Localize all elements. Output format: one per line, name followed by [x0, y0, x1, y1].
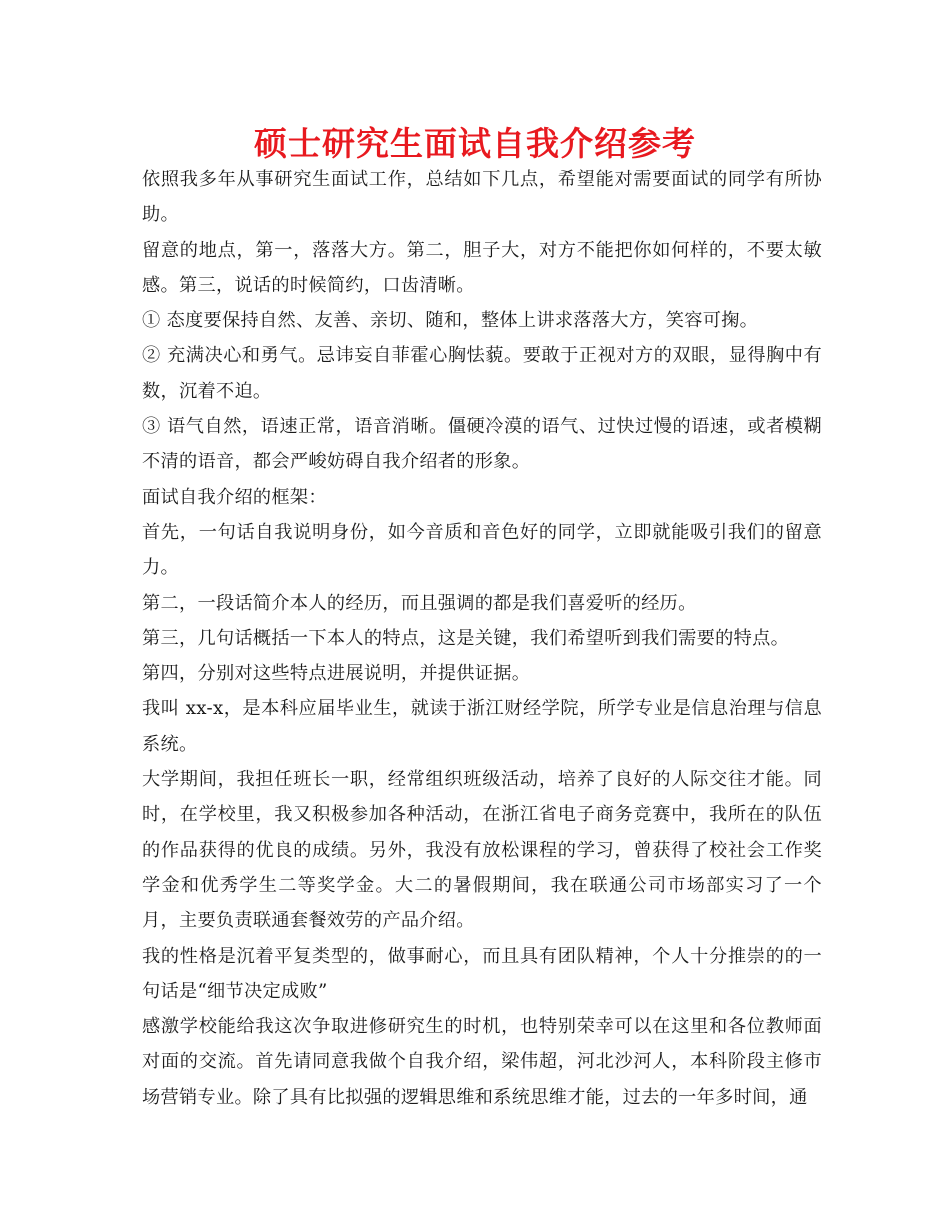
document-body: [142, 162, 822, 1115]
paragraph: 我的性格是沉着平复类型的，做事耐心，而且具有团队精神，个人十分推崇的的一句话是“细节决定成败”: [142, 945, 822, 1002]
paragraph: 第三，几句话概括一下本人的特点，这是关键，我们希望听到我们需要的特点。: [142, 627, 790, 649]
paragraph: 大学期间，我担任班长一职，经常组织班级活动，培养了良好的人际交往才能。同时，在学校里，我又积极参加各种活动，在浙江省电子商务竞赛中，我所在的队伍的作品获得的优良的成绩。另外，我没有放松课程的学习，曾获得了校社会工作奖学金和优秀学生二等奖学金。大二的暑假期间，我在联通公司市场部实习了一个月，主要负责联通套餐效劳的产品介绍。: [142, 769, 822, 932]
document-title: 硕士研究生面试自我介绍参考: [254, 124, 696, 163]
paragraph: 感激学校能给我这次争取进修研究生的时机，也特别荣幸可以在这里和各位教师面对面的交流。首先请同意我做个自我介绍，梁伟超，河北沙河人，本科阶段主修市场营销专业。除了具有比拟强的逻辑思维和系统思维才能，过去的一年多时间，通: [142, 1016, 822, 1108]
paragraph: 留意的地点，第一，落落大方。第二，胆子大，对方不能把你如何样的，不要太敏感。第三，说话的时候简约，口齿清晰。: [142, 239, 822, 296]
paragraph: ② 充满决心和勇气。忌讳妄自菲霍心胸怯藐。要敢于正视对方的双眼，显得胸中有数，沉着不迫。: [142, 345, 822, 402]
paragraph: 面试自我介绍的框架：: [142, 486, 327, 508]
paragraph: 首先，一句话自我说明身份，如今音质和音色好的同学，立即就能吸引我们的留意力。: [142, 521, 822, 579]
paragraph: ① 态度要保持自然、友善、亲切、随和，整体上讲求落落大方，笑容可掬。: [142, 310, 759, 332]
paragraph: 依照我多年从事研究生面试工作，总结如下几点，希望能对需要面试的同学有所协助。: [142, 169, 822, 226]
paragraph: ③ 语气自然，语速正常，语音消晰。僵硬冷漠的语气、过快过慢的语速，或者模糊不清的语音，都会严峻妨碍自我介绍者的形象。: [142, 416, 822, 473]
paragraph: 第四，分别对这些特点进展说明，并提供证据。: [142, 663, 531, 685]
paragraph: 第二，一段话简介本人的经历，而且强调的都是我们喜爱听的经历。: [142, 592, 697, 614]
paragraph: 我叫 xx-x，是本科应届毕业生，就读于浙江财经学院，所学专业是信息治理与信息系统。: [142, 698, 822, 755]
